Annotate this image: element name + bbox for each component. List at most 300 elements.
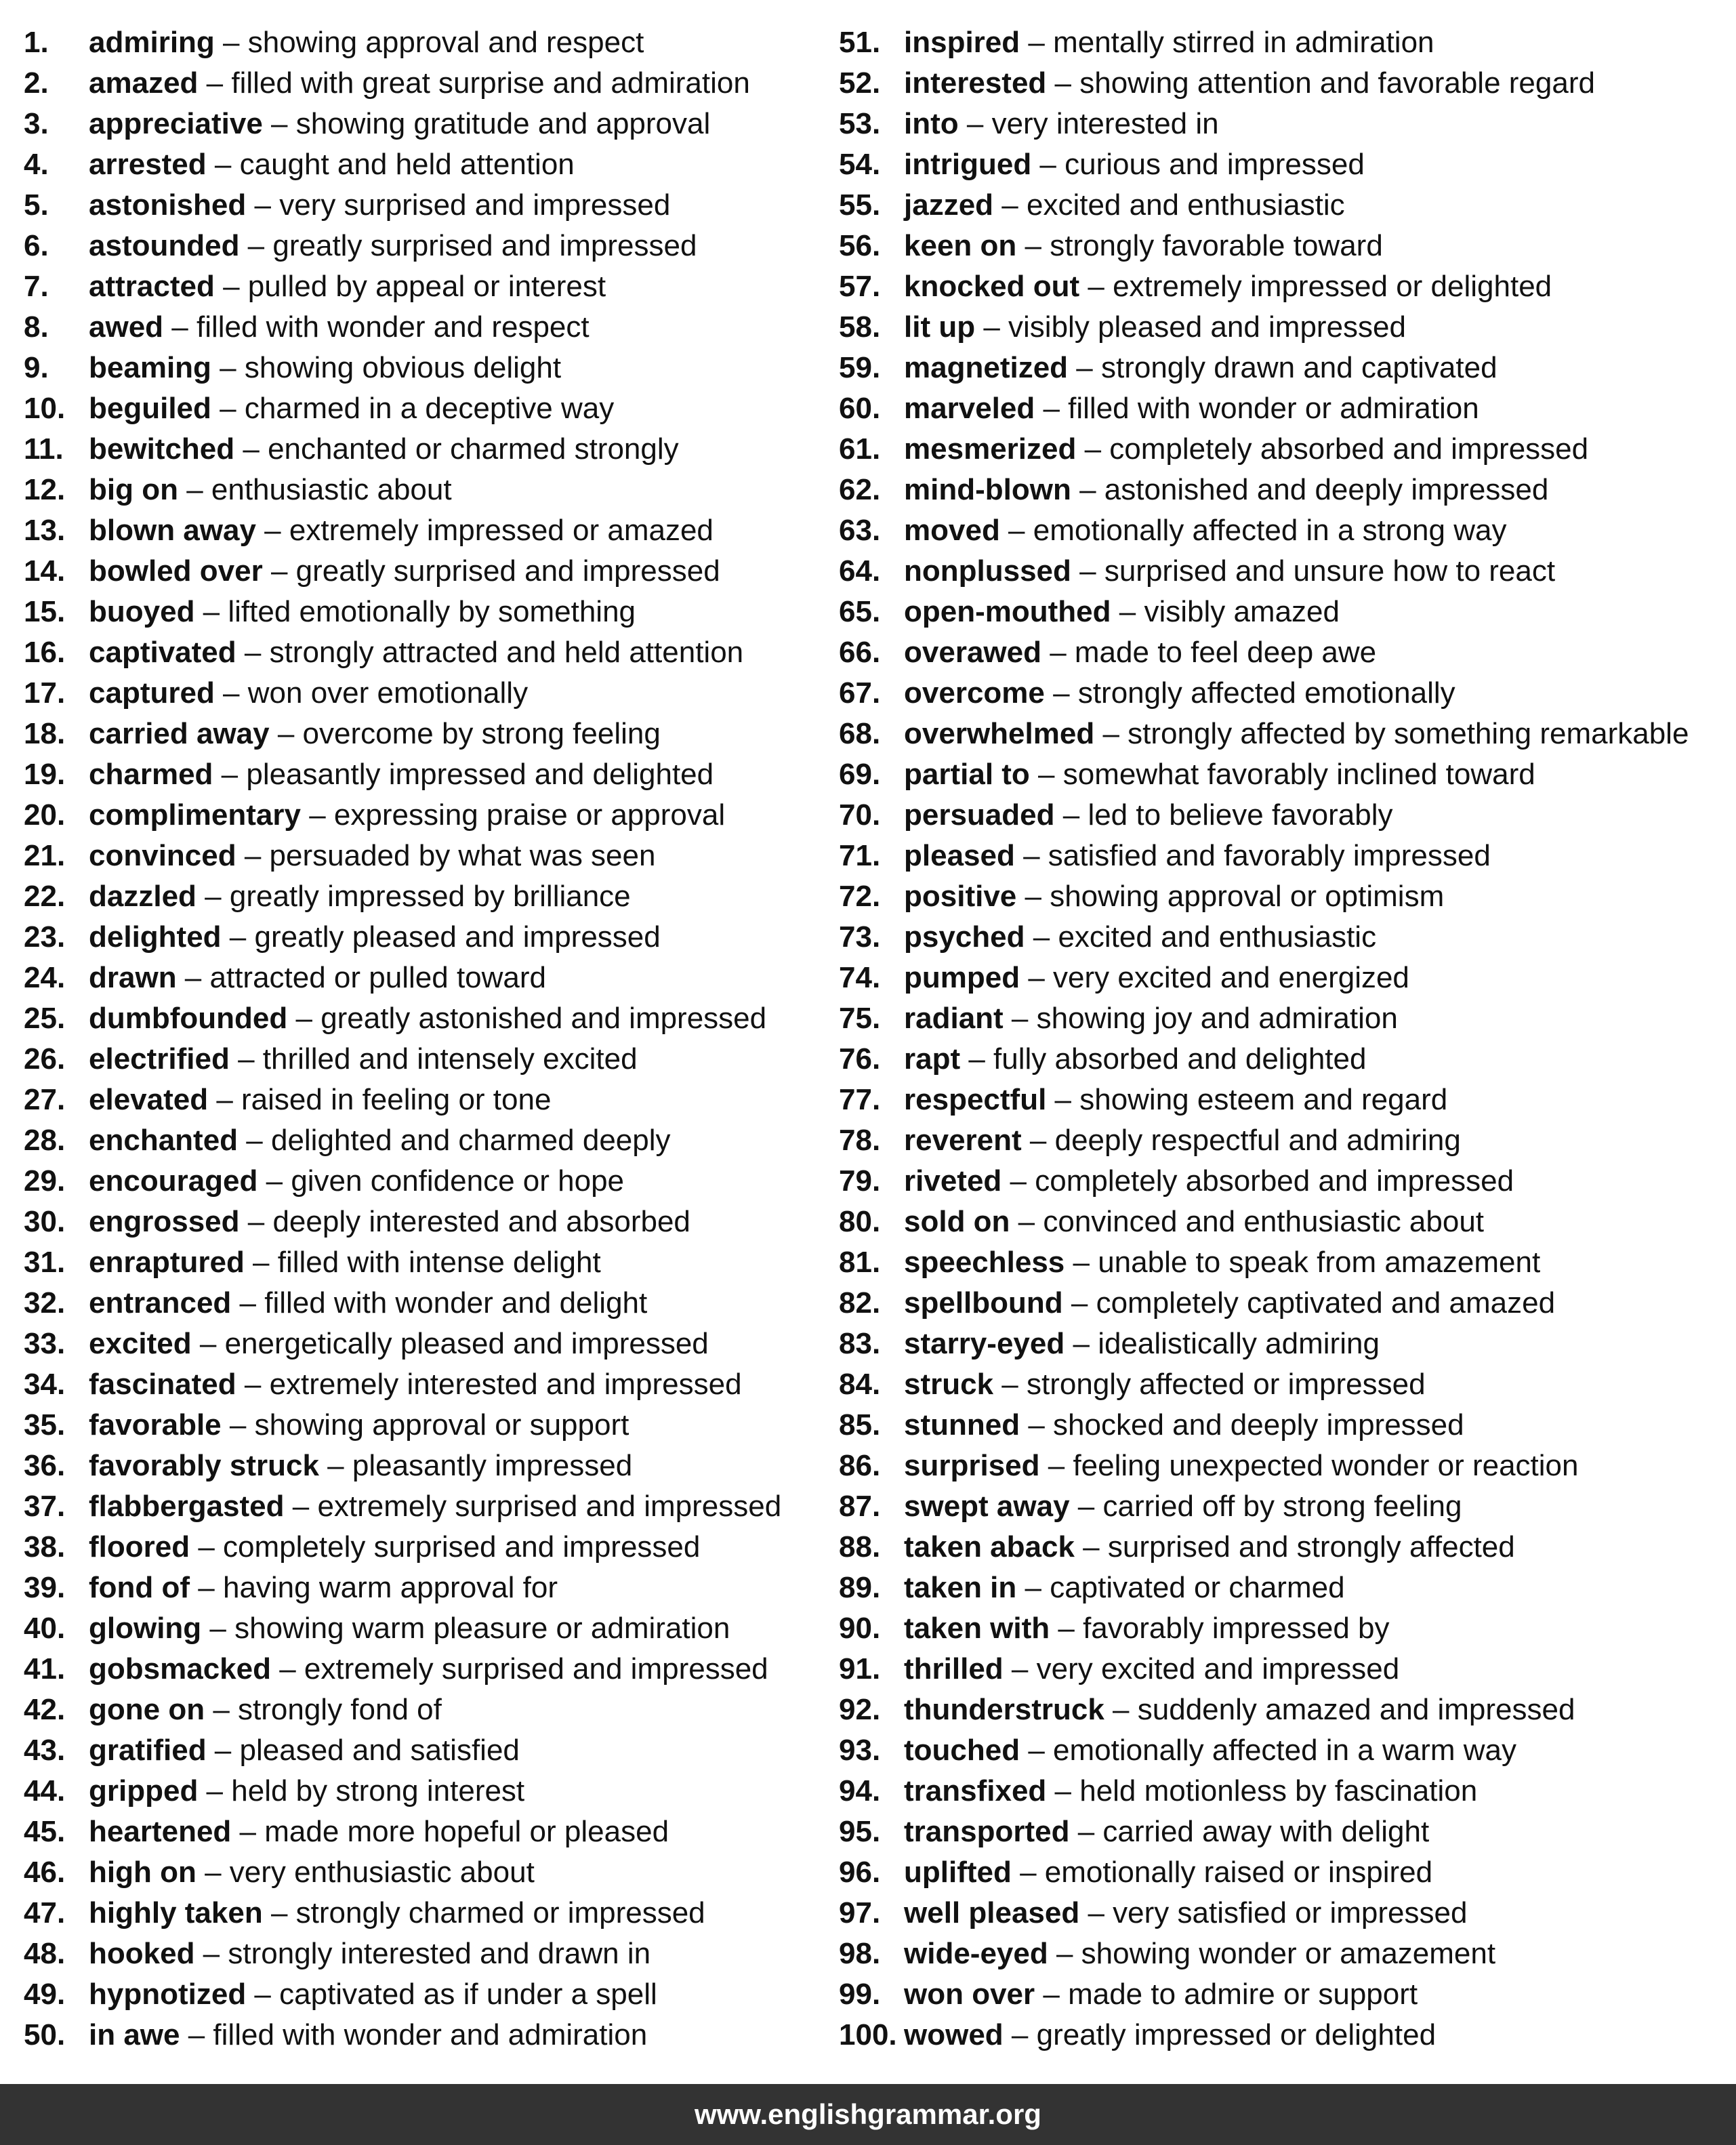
item-separator: – xyxy=(284,1490,318,1523)
item-separator: – xyxy=(1046,1083,1080,1116)
item-separator: – xyxy=(198,1774,232,1807)
item-word: buoyed xyxy=(89,595,195,628)
item-separator: – xyxy=(1039,1449,1073,1482)
item-definition: deeply interested and absorbed xyxy=(272,1205,690,1238)
item-word: overawed xyxy=(904,636,1041,669)
item-definition: captivated as if under a spell xyxy=(279,1978,657,2011)
item-separator: – xyxy=(1001,1164,1035,1198)
item-separator: – xyxy=(191,1327,225,1360)
item-number: 26. xyxy=(24,1042,66,1076)
item-definition: fully absorbed and delighted xyxy=(993,1042,1367,1076)
item-definition: emotionally raised or inspired xyxy=(1044,1856,1433,1889)
item-separator: – xyxy=(213,758,247,791)
list-item xyxy=(839,307,1720,348)
item-definition: caught and held attention xyxy=(239,148,575,181)
list-item xyxy=(839,1934,1720,1974)
item-word: elevated xyxy=(89,1083,209,1116)
list-item xyxy=(839,1324,1720,1364)
item-number: 99. xyxy=(839,1978,881,2011)
item-definition: expressing praise or approval xyxy=(333,798,726,832)
item-separator: – xyxy=(1071,473,1104,506)
item-separator: – xyxy=(221,920,255,954)
list-item xyxy=(24,795,823,836)
item-separator: – xyxy=(196,1856,230,1889)
item-word: blown away xyxy=(89,514,256,547)
item-number: 35. xyxy=(24,1408,66,1442)
item-definition: greatly pleased and impressed xyxy=(254,920,661,954)
list-item xyxy=(24,917,823,958)
item-number: 21. xyxy=(24,839,66,872)
item-definition: convinced and enthusiastic about xyxy=(1043,1205,1485,1238)
item-word: sold on xyxy=(904,1205,1010,1238)
item-definition: favorably impressed by xyxy=(1083,1612,1390,1645)
item-number: 84. xyxy=(839,1368,881,1401)
item-definition: showing wonder or amazement xyxy=(1081,1937,1496,1970)
item-definition: strongly drawn and captivated xyxy=(1100,351,1497,384)
item-definition: strongly charmed or impressed xyxy=(295,1896,705,1929)
item-separator: – xyxy=(221,1408,255,1442)
item-number: 68. xyxy=(839,717,881,750)
item-definition: showing esteem and regard xyxy=(1079,1083,1448,1116)
item-word: heartened xyxy=(89,1815,232,1848)
item-word: charmed xyxy=(89,758,213,791)
item-separator: – xyxy=(255,514,289,547)
list-item xyxy=(839,1730,1720,1771)
item-word: thrilled xyxy=(904,1652,1004,1686)
list-item xyxy=(24,1730,823,1771)
item-word: spellbound xyxy=(904,1286,1063,1320)
list-item xyxy=(839,185,1720,226)
list-item xyxy=(839,1568,1720,1608)
item-number: 86. xyxy=(839,1449,881,1482)
item-word: hooked xyxy=(89,1937,195,1970)
item-definition: greatly surprised and impressed xyxy=(272,229,697,262)
item-number: 29. xyxy=(24,1164,66,1198)
word-list-right-column xyxy=(839,22,1720,2056)
item-word: taken in xyxy=(904,1571,1017,1604)
item-word: uplifted xyxy=(904,1856,1012,1889)
list-item xyxy=(24,185,823,226)
item-definition: very enthusiastic about xyxy=(229,1856,535,1889)
item-word: stunned xyxy=(904,1408,1020,1442)
item-separator: – xyxy=(1071,554,1104,588)
item-definition: energetically pleased and impressed xyxy=(224,1327,709,1360)
item-definition: astonished and deeply impressed xyxy=(1104,473,1549,506)
item-separator: – xyxy=(1035,392,1069,425)
item-number: 66. xyxy=(839,636,881,669)
item-definition: captivated or charmed xyxy=(1050,1571,1345,1604)
footer-bar xyxy=(0,2084,1736,2145)
item-separator: – xyxy=(1046,66,1080,100)
item-definition: emotionally affected in a warm way xyxy=(1053,1734,1516,1767)
item-definition: surprised and strongly affected xyxy=(1107,1530,1515,1564)
item-number: 18. xyxy=(24,717,66,750)
item-number: 76. xyxy=(839,1042,881,1076)
item-definition: won over emotionally xyxy=(247,676,529,710)
item-separator: – xyxy=(1104,1693,1138,1726)
list-item xyxy=(839,1405,1720,1446)
item-definition: thrilled and intensely excited xyxy=(262,1042,638,1076)
item-word: drawn xyxy=(89,961,177,994)
item-separator: – xyxy=(1074,1530,1108,1564)
item-number: 41. xyxy=(24,1652,66,1686)
list-item xyxy=(839,429,1720,470)
item-definition: greatly astonished and impressed xyxy=(321,1002,767,1035)
item-definition: having warm approval for xyxy=(222,1571,558,1604)
list-item xyxy=(24,348,823,388)
item-number: 79. xyxy=(839,1164,881,1198)
item-number: 72. xyxy=(839,880,881,913)
list-item xyxy=(24,836,823,876)
item-number: 25. xyxy=(24,1002,66,1035)
item-definition: very satisfied or impressed xyxy=(1113,1896,1468,1929)
item-word: beguiled xyxy=(89,392,211,425)
item-separator: – xyxy=(196,880,230,913)
item-number: 8. xyxy=(24,310,49,344)
list-item xyxy=(24,1771,823,1812)
list-item xyxy=(839,470,1720,510)
list-item xyxy=(839,714,1720,754)
item-definition: very interested in xyxy=(991,107,1219,140)
item-number: 95. xyxy=(839,1815,881,1848)
item-separator: – xyxy=(176,961,210,994)
item-word: enchanted xyxy=(89,1124,239,1157)
item-word: bowled over xyxy=(89,554,263,588)
item-separator: – xyxy=(1020,1408,1054,1442)
item-number: 45. xyxy=(24,1815,66,1848)
list-item xyxy=(24,22,823,63)
item-word: moved xyxy=(904,514,1000,547)
list-item xyxy=(839,754,1720,795)
item-definition: completely absorbed and impressed xyxy=(1109,432,1589,466)
item-word: open-mouthed xyxy=(904,595,1111,628)
list-item xyxy=(839,1974,1720,2015)
list-item xyxy=(24,2015,823,2056)
item-number: 70. xyxy=(839,798,881,832)
item-definition: pleased and satisfied xyxy=(239,1734,520,1767)
list-item xyxy=(24,1974,823,2015)
item-number: 30. xyxy=(24,1205,66,1238)
item-word: enraptured xyxy=(89,1246,245,1279)
item-separator: – xyxy=(1111,595,1144,628)
item-word: highly taken xyxy=(89,1896,263,1929)
item-definition: greatly impressed by brilliance xyxy=(229,880,631,913)
list-item xyxy=(839,998,1720,1039)
list-item xyxy=(24,1161,823,1202)
item-number: 73. xyxy=(839,920,881,954)
item-separator: – xyxy=(1062,1286,1096,1320)
item-separator: – xyxy=(180,2018,213,2051)
item-word: appreciative xyxy=(89,107,263,140)
list-item xyxy=(839,388,1720,429)
item-number: 89. xyxy=(839,1571,881,1604)
item-word: captivated xyxy=(89,636,236,669)
item-definition: visibly amazed xyxy=(1144,595,1340,628)
list-item xyxy=(839,917,1720,958)
item-separator: – xyxy=(262,554,296,588)
item-separator: – xyxy=(1020,26,1054,59)
item-word: convinced xyxy=(89,839,236,872)
list-item xyxy=(839,1812,1720,1852)
item-number: 14. xyxy=(24,554,66,588)
item-definition: showing gratitude and approval xyxy=(295,107,711,140)
item-separator: – xyxy=(1041,636,1075,669)
list-item xyxy=(24,551,823,592)
item-word: inspired xyxy=(904,26,1020,59)
item-word: speechless xyxy=(904,1246,1065,1279)
item-separator: – xyxy=(208,1083,242,1116)
item-word: excited xyxy=(89,1327,192,1360)
list-item xyxy=(24,1690,823,1730)
list-item xyxy=(24,307,823,348)
item-definition: showing obvious delight xyxy=(244,351,562,384)
item-word: radiant xyxy=(904,1002,1004,1035)
item-number: 80. xyxy=(839,1205,881,1238)
item-separator: – xyxy=(1020,1734,1054,1767)
item-word: complimentary xyxy=(89,798,301,832)
list-item xyxy=(24,754,823,795)
item-separator: – xyxy=(234,432,268,466)
item-definition: strongly affected by something remarkable xyxy=(1128,717,1689,750)
item-word: in awe xyxy=(89,2018,180,2051)
item-definition: enthusiastic about xyxy=(211,473,452,506)
footer-url[interactable]: www.englishgrammar.org xyxy=(695,2098,1041,2130)
item-separator: – xyxy=(246,1978,280,2011)
item-separator: – xyxy=(211,351,245,384)
item-number: 64. xyxy=(839,554,881,588)
item-number: 59. xyxy=(839,351,881,384)
item-separator: – xyxy=(238,1124,271,1157)
item-number: 91. xyxy=(839,1652,881,1686)
list-item xyxy=(839,1120,1720,1161)
item-word: interested xyxy=(904,66,1047,100)
item-word: gone on xyxy=(89,1693,205,1726)
item-definition: greatly surprised and impressed xyxy=(295,554,720,588)
item-number: 96. xyxy=(839,1856,881,1889)
item-separator: – xyxy=(1046,1774,1080,1807)
item-word: gobsmacked xyxy=(89,1652,271,1686)
item-definition: filled with intense delight xyxy=(277,1246,601,1279)
item-number: 38. xyxy=(24,1530,66,1564)
list-item xyxy=(24,632,823,673)
list-item xyxy=(24,1242,823,1283)
item-definition: made to feel deep awe xyxy=(1074,636,1377,669)
item-number: 100. xyxy=(839,2018,897,2051)
item-word: keen on xyxy=(904,229,1017,262)
item-definition: filled with wonder and admiration xyxy=(213,2018,648,2051)
item-definition: shocked and deeply impressed xyxy=(1053,1408,1464,1442)
item-number: 22. xyxy=(24,880,66,913)
list-item xyxy=(839,592,1720,632)
list-item xyxy=(24,1649,823,1690)
item-word: riveted xyxy=(904,1164,1002,1198)
list-item xyxy=(24,1080,823,1120)
item-number: 40. xyxy=(24,1612,66,1645)
item-number: 28. xyxy=(24,1124,66,1157)
item-number: 67. xyxy=(839,676,881,710)
item-separator: – xyxy=(262,1896,296,1929)
item-separator: – xyxy=(1010,1205,1043,1238)
list-item xyxy=(24,1568,823,1608)
list-item xyxy=(24,1324,823,1364)
item-number: 75. xyxy=(839,1002,881,1035)
item-separator: – xyxy=(318,1449,352,1482)
item-number: 90. xyxy=(839,1612,881,1645)
item-separator: – xyxy=(1048,1937,1081,1970)
item-definition: held motionless by fascination xyxy=(1079,1774,1478,1807)
item-word: fascinated xyxy=(89,1368,236,1401)
item-separator: – xyxy=(239,1205,273,1238)
list-item xyxy=(24,388,823,429)
item-number: 16. xyxy=(24,636,66,669)
list-item xyxy=(24,958,823,998)
item-word: wide-eyed xyxy=(904,1937,1048,1970)
item-word: mesmerized xyxy=(904,432,1077,466)
item-definition: emotionally affected in a strong way xyxy=(1033,514,1507,547)
item-number: 50. xyxy=(24,2018,66,2051)
list-item xyxy=(839,876,1720,917)
item-word: big on xyxy=(89,473,178,506)
item-separator: – xyxy=(163,310,197,344)
item-word: thunderstruck xyxy=(904,1693,1104,1726)
item-separator: – xyxy=(262,107,296,140)
item-separator: – xyxy=(1054,798,1088,832)
item-separator: – xyxy=(194,1937,228,1970)
list-item xyxy=(24,226,823,266)
item-number: 46. xyxy=(24,1856,66,1889)
item-separator: – xyxy=(958,107,992,140)
item-separator: – xyxy=(229,1042,263,1076)
item-word: pumped xyxy=(904,961,1020,994)
item-number: 33. xyxy=(24,1327,66,1360)
item-definition: delighted and charmed deeply xyxy=(270,1124,671,1157)
item-definition: extremely impressed or delighted xyxy=(1113,270,1552,303)
item-number: 77. xyxy=(839,1083,881,1116)
item-word: struck xyxy=(904,1368,994,1401)
list-item xyxy=(839,1527,1720,1568)
item-number: 88. xyxy=(839,1530,881,1564)
item-number: 10. xyxy=(24,392,66,425)
item-definition: curious and impressed xyxy=(1065,148,1365,181)
list-item xyxy=(839,22,1720,63)
item-definition: suddenly amazed and impressed xyxy=(1137,1693,1575,1726)
list-item xyxy=(24,714,823,754)
item-word: amazed xyxy=(89,66,199,100)
item-definition: carried off by strong feeling xyxy=(1102,1490,1462,1523)
item-number: 6. xyxy=(24,229,49,262)
item-separator: – xyxy=(287,1002,321,1035)
item-number: 13. xyxy=(24,514,66,547)
item-word: attracted xyxy=(89,270,215,303)
item-definition: held by strong interest xyxy=(231,1774,525,1807)
item-word: carried away xyxy=(89,717,270,750)
item-separator: – xyxy=(178,473,211,506)
item-number: 57. xyxy=(839,270,881,303)
list-item xyxy=(24,673,823,714)
item-separator: – xyxy=(1011,1856,1045,1889)
item-number: 94. xyxy=(839,1774,881,1807)
item-separator: – xyxy=(1068,351,1101,384)
item-number: 85. xyxy=(839,1408,881,1442)
item-word: touched xyxy=(904,1734,1020,1767)
item-word: overcome xyxy=(904,676,1045,710)
item-definition: somewhat favorably inclined toward xyxy=(1062,758,1535,791)
list-item xyxy=(839,1161,1720,1202)
item-word: engrossed xyxy=(89,1205,240,1238)
item-definition: overcome by strong feeling xyxy=(302,717,661,750)
item-word: transfixed xyxy=(904,1774,1047,1807)
list-item xyxy=(839,1202,1720,1242)
list-item xyxy=(839,1649,1720,1690)
item-separator: – xyxy=(270,1652,304,1686)
item-separator: – xyxy=(1079,270,1113,303)
list-item xyxy=(839,1039,1720,1080)
item-definition: led to believe favorably xyxy=(1088,798,1393,832)
item-word: nonplussed xyxy=(904,554,1071,588)
item-number: 69. xyxy=(839,758,881,791)
item-definition: idealistically admiring xyxy=(1098,1327,1380,1360)
item-definition: excited and enthusiastic xyxy=(1026,188,1345,222)
item-separator: – xyxy=(1016,1571,1050,1604)
item-definition: filled with wonder or admiration xyxy=(1068,392,1479,425)
list-item xyxy=(24,592,823,632)
item-word: starry-eyed xyxy=(904,1327,1065,1360)
item-number: 71. xyxy=(839,839,881,872)
item-definition: filled with wonder and respect xyxy=(196,310,590,344)
word-list-left-column xyxy=(24,22,823,2056)
item-separator: – xyxy=(1050,1612,1083,1645)
list-item xyxy=(24,1446,823,1486)
list-item xyxy=(24,1893,823,1934)
list-item xyxy=(839,958,1720,998)
item-word: glowing xyxy=(89,1612,202,1645)
item-separator: – xyxy=(194,595,228,628)
item-number: 52. xyxy=(839,66,881,100)
item-separator: – xyxy=(300,798,334,832)
item-number: 12. xyxy=(24,473,66,506)
item-definition: mentally stirred in admiration xyxy=(1053,26,1434,59)
item-number: 51. xyxy=(839,26,881,59)
item-word: swept away xyxy=(904,1490,1070,1523)
item-definition: showing attention and favorable regard xyxy=(1079,66,1595,100)
list-item xyxy=(839,266,1720,307)
list-item xyxy=(839,226,1720,266)
item-word: magnetized xyxy=(904,351,1069,384)
item-number: 98. xyxy=(839,1937,881,1970)
item-number: 92. xyxy=(839,1693,881,1726)
item-definition: raised in feeling or tone xyxy=(241,1083,552,1116)
list-item xyxy=(839,1690,1720,1730)
item-number: 15. xyxy=(24,595,66,628)
item-word: astounded xyxy=(89,229,240,262)
item-definition: given confidence or hope xyxy=(291,1164,625,1198)
item-separator: – xyxy=(1069,1815,1103,1848)
item-separator: – xyxy=(999,514,1033,547)
item-definition: made to admire or support xyxy=(1068,1978,1418,2011)
item-word: lit up xyxy=(904,310,976,344)
item-number: 11. xyxy=(24,432,64,466)
list-item xyxy=(24,510,823,551)
item-definition: showing approval or support xyxy=(254,1408,629,1442)
item-number: 54. xyxy=(839,148,881,181)
item-word: taken with xyxy=(904,1612,1050,1645)
item-word: beaming xyxy=(89,351,211,384)
item-definition: filled with great surprise and admiration xyxy=(231,66,750,100)
item-word: respectful xyxy=(904,1083,1047,1116)
item-separator: – xyxy=(975,310,1009,344)
item-word: dazzled xyxy=(89,880,197,913)
item-definition: completely absorbed and impressed xyxy=(1035,1164,1514,1198)
